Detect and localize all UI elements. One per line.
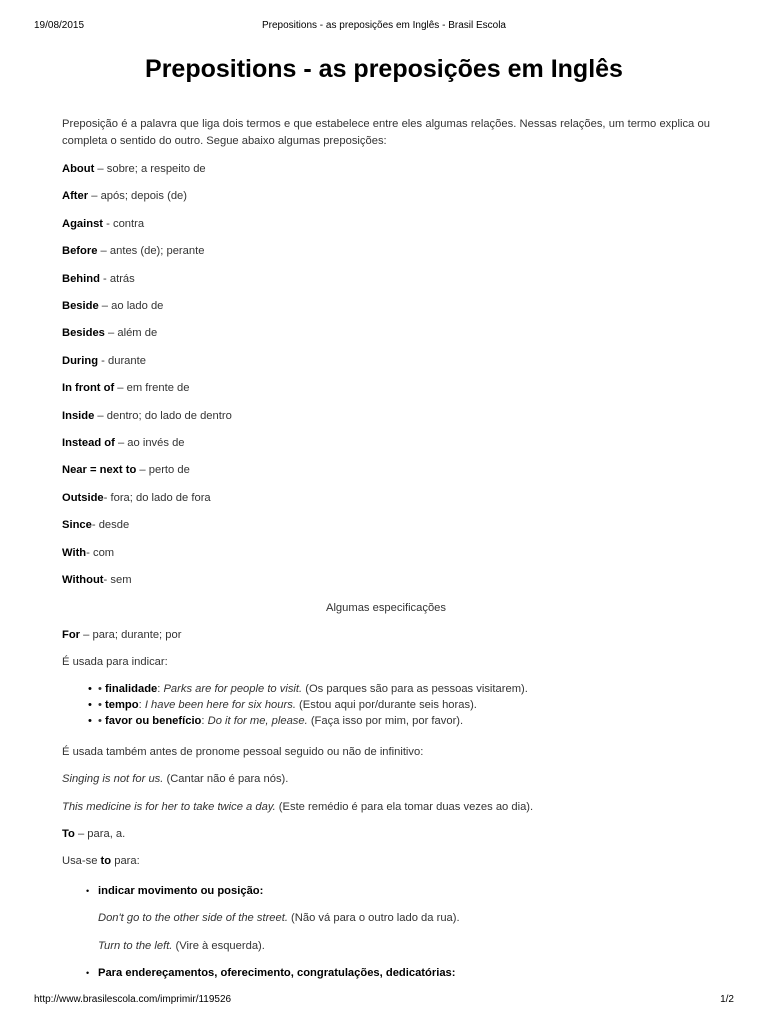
preposition-term: Inside — [62, 409, 95, 422]
example-sentence — [62, 794, 710, 821]
to-meaning: para, a. — [87, 827, 126, 840]
preposition-term: Before — [62, 245, 98, 258]
preposition-item — [62, 567, 710, 594]
for-also: É usada também antes de pronome pessoal seguido ou não de infinitivo: — [62, 745, 424, 758]
print-url: http://www.brasilescola.com/imprimir/119526 — [34, 994, 232, 1005]
preposition-term: Instead of — [62, 437, 115, 450]
preposition-separator: – — [94, 163, 107, 175]
to-usage-item — [98, 878, 710, 960]
preposition-meaning: fora; do lado de fora — [110, 491, 211, 504]
preposition-item — [62, 156, 710, 183]
usage-label: • indicar movimento ou posição: — [98, 884, 264, 897]
to-definition: To – para, a. — [62, 827, 126, 840]
preposition-separator: - — [91, 519, 99, 532]
preposition-separator: – — [114, 382, 127, 395]
intro-paragraph: Preposição é a palavra que liga dois termos e que estabelece entre eles algumas relações. Nessas relações, um termo explica ou completa o sentido do outro. Segue abaixo algumas preposições: — [62, 118, 710, 147]
preposition-meaning: perto de — [148, 464, 190, 477]
usage-label: finalidade — [105, 682, 158, 695]
usage-colon: : — [157, 682, 164, 695]
example-sentence — [98, 933, 710, 960]
preposition-meaning: sem — [110, 574, 132, 587]
preposition-item — [62, 540, 710, 567]
example-sentence — [98, 905, 710, 932]
preposition-separator: - — [103, 217, 113, 230]
article-body — [62, 116, 710, 987]
usage-example: Parks are for people to visit. — [163, 682, 303, 695]
print-page-number: 1/2 — [720, 994, 734, 1005]
preposition-separator: – — [88, 190, 101, 203]
preposition-separator: – — [98, 300, 112, 313]
print-date: 19/08/2015 — [34, 20, 85, 31]
preposition-meaning: após; depois (de) — [100, 190, 188, 203]
preposition-item — [62, 430, 710, 457]
preposition-separator: – — [114, 437, 128, 450]
for-usage-list — [62, 681, 710, 729]
preposition-term: With — [62, 546, 87, 559]
preposition-meaning: ao invés de — [127, 437, 185, 450]
preposition-separator: - — [103, 491, 111, 504]
item-prefix: • — [98, 682, 106, 695]
preposition-meaning: sobre; a respeito de — [106, 163, 206, 175]
preposition-list — [62, 156, 710, 595]
preposition-item — [62, 403, 710, 430]
preposition-term: Near = next to — [62, 464, 137, 477]
usage-translation: (Estou aqui por/durante seis horas). — [295, 698, 477, 711]
for-usage: É usada para indicar: — [62, 656, 168, 669]
preposition-separator: - — [86, 546, 93, 559]
usage-colon: : — [201, 714, 208, 727]
preposition-term: Outside — [62, 491, 104, 504]
preposition-meaning: durante — [108, 354, 146, 367]
example-text: Don't go to the other side of the street. — [98, 912, 288, 925]
usage-label: favor ou benefício — [105, 714, 202, 727]
preposition-meaning: contra — [112, 217, 145, 230]
preposition-separator: - — [98, 354, 108, 367]
preposition-item — [62, 348, 710, 375]
preposition-meaning: além de — [117, 327, 158, 340]
preposition-term: Without — [62, 574, 104, 587]
preposition-item — [62, 211, 710, 238]
preposition-item — [62, 293, 710, 320]
for-usage-item — [98, 681, 710, 697]
usage-translation: (Os parques são para as pessoas visitarem). — [302, 682, 528, 695]
item-prefix: • — [98, 714, 106, 727]
preposition-term: Against — [62, 217, 104, 230]
preposition-term: About — [62, 163, 95, 175]
preposition-separator: – — [97, 245, 110, 258]
for-usage-item — [98, 713, 710, 729]
print-page-title: Prepositions - as preposições em Inglês - Brasil Escola — [262, 20, 506, 31]
preposition-meaning: com — [92, 546, 115, 559]
preposition-term: In front of — [62, 382, 115, 395]
preposition-term: After — [62, 190, 89, 203]
example-sentence — [62, 766, 710, 793]
for-term: For — [62, 628, 81, 641]
preposition-term: Since — [62, 519, 92, 532]
preposition-separator: - — [99, 272, 110, 285]
preposition-meaning: ao lado de — [111, 300, 164, 313]
example-translation: (Não vá para o outro lado da rua). — [287, 912, 460, 925]
preposition-item — [62, 375, 710, 402]
print-footer — [0, 994, 768, 1006]
preposition-item — [62, 238, 710, 265]
preposition-separator: - — [103, 574, 111, 587]
specs-heading: Algumas especificações — [325, 601, 446, 614]
preposition-item — [62, 266, 710, 293]
example-text: This medicine is for her to take twice a day. — [62, 800, 276, 813]
preposition-term: Behind — [62, 272, 100, 285]
preposition-term: Besides — [62, 327, 105, 340]
example-text: Singing is not for us. — [62, 773, 164, 786]
usage-colon: : — [138, 698, 145, 711]
preposition-meaning: desde — [98, 519, 130, 532]
for-usage-item — [98, 697, 710, 713]
preposition-item — [62, 512, 710, 539]
article-title: Prepositions - as preposições em Inglês — [145, 55, 623, 83]
example-translation: (Este remédio é para ela tomar duas vezes ao dia). — [275, 800, 534, 813]
preposition-meaning: em frente de — [126, 382, 190, 395]
preposition-item — [62, 183, 710, 210]
preposition-term: During — [62, 354, 99, 367]
for-examples — [62, 766, 710, 821]
preposition-meaning: antes (de); perante — [109, 245, 205, 258]
to-usage-list — [62, 878, 710, 988]
preposition-item — [62, 320, 710, 347]
item-prefix: • — [98, 698, 106, 711]
usage-translation: (Faça isso por mim, por favor). — [307, 714, 464, 727]
example-text: Turn to the left. — [98, 939, 173, 952]
for-meaning: para; durante; por — [92, 628, 182, 641]
usage-example: Do it for me, please. — [207, 714, 308, 727]
preposition-meaning: atrás — [109, 272, 135, 285]
usage-example: I have been here for six hours. — [144, 698, 296, 711]
preposition-separator: – — [104, 327, 118, 340]
preposition-separator: – — [136, 464, 149, 477]
preposition-separator: – — [94, 409, 107, 422]
usage-label: tempo — [105, 698, 139, 711]
example-translation: (Cantar não é para nós). — [163, 773, 289, 786]
for-definition: For – para; durante; por — [62, 628, 182, 641]
usage-label: • Para endereçamentos, oferecimento, congratulações, dedicatórias: — [98, 966, 456, 979]
to-usage-item — [98, 960, 710, 987]
to-term: To — [62, 827, 75, 840]
to-usage: Usa-se to para: — [62, 855, 140, 868]
preposition-meaning: dentro; do lado de dentro — [106, 409, 232, 422]
print-header — [0, 20, 768, 32]
preposition-item — [62, 457, 710, 484]
example-translation: (Vire à esquerda). — [172, 939, 265, 952]
preposition-item — [62, 485, 710, 512]
preposition-term: Beside — [62, 300, 99, 313]
